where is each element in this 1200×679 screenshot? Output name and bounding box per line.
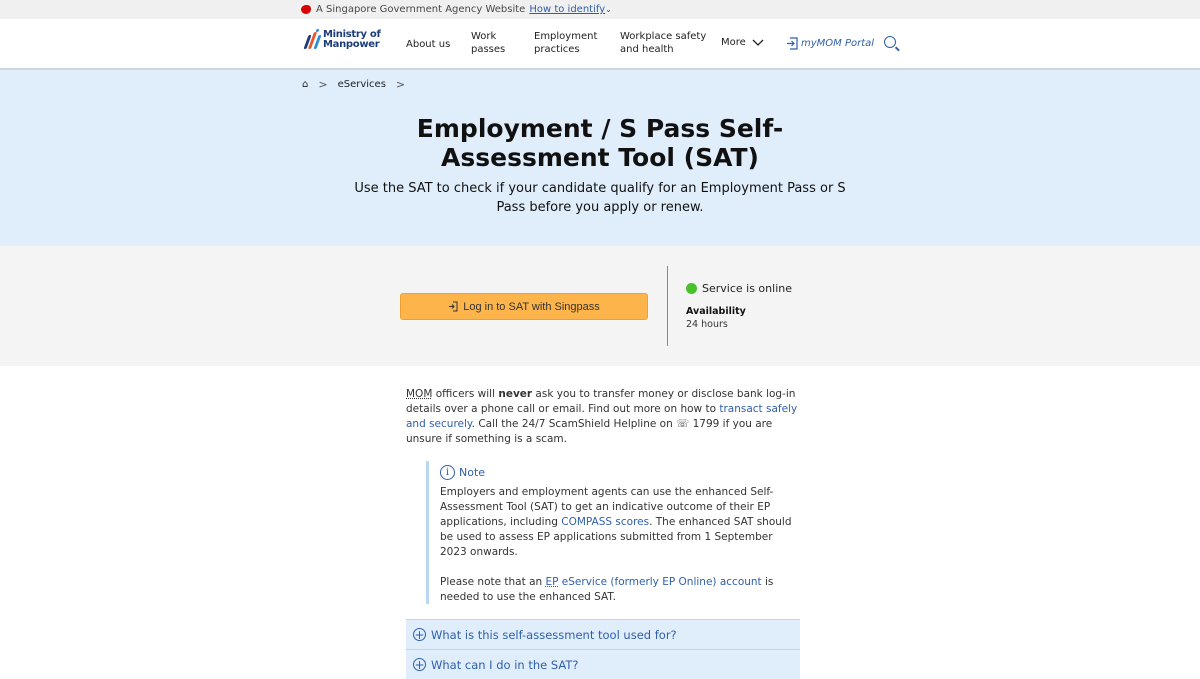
chevron-right-icon: >: [395, 78, 406, 91]
accordion-what-is-sat[interactable]: [406, 619, 800, 649]
nav-label: passes: [471, 44, 506, 55]
text: . The enhanced SAT should be used to assess EP applications submitted from 1 September 2023 onwards.: [440, 516, 792, 558]
availability-label: Availability: [686, 306, 746, 317]
home-icon[interactable]: ⌂: [302, 79, 309, 90]
nav-more[interactable]: [721, 36, 764, 49]
nav-work-passes[interactable]: [471, 30, 505, 56]
page-title: Employment / S Pass Self-Assessment Tool (SAT): [416, 114, 784, 172]
transact-safely-link[interactable]: transact safely and securely: [406, 403, 798, 430]
login-icon: [448, 301, 459, 312]
text: Please note that an: [440, 576, 546, 588]
login-label: Log in to SAT with Singpass: [463, 300, 600, 313]
mom-logo[interactable]: [305, 29, 381, 51]
logo-line1: Ministry of: [323, 29, 381, 40]
how-to-identify-link[interactable]: How to identify: [529, 4, 606, 15]
service-panel: [0, 246, 1200, 366]
availability-value: 24 hours: [686, 319, 728, 330]
gov-masthead: [0, 0, 1200, 19]
note-title: Note: [459, 466, 486, 479]
nav-label: Work: [471, 31, 497, 42]
nav-about-us[interactable]: About us: [406, 39, 451, 50]
text: Employers and employment agents can use the enhanced Self-Assessment Tool (SAT) to get an indicative outcome of their EP applications, including: [440, 486, 774, 528]
text: officers will: [432, 388, 499, 400]
divider: [667, 266, 668, 346]
chevron-down-icon: [752, 39, 764, 47]
singpass-login-button[interactable]: [400, 293, 648, 320]
text: is needed to use the enhanced SAT.: [440, 576, 774, 603]
breadcrumb-eservices[interactable]: eServices: [337, 79, 386, 90]
nav-label: Employment: [534, 31, 598, 42]
breadcrumb: [302, 78, 405, 91]
mymom-portal-link[interactable]: [786, 37, 874, 50]
page-subtitle: Use the SAT to check if your candidate qualify for an Employment Pass or S Pass before you apply or renew.: [354, 181, 846, 215]
note-callout: [426, 461, 796, 604]
mom-logo-icon: [305, 29, 320, 51]
nav-workplace-safety[interactable]: [620, 30, 706, 56]
nav-label: More: [721, 37, 746, 48]
mom-abbr: MOM: [406, 388, 433, 400]
status-text: Service is online: [702, 282, 792, 295]
text: ask you to transfer money or disclose bank log-in details over a phone call or email. Find out more on how to: [406, 388, 796, 415]
nav-label: and health: [620, 44, 674, 55]
logo-line2: Manpower: [323, 39, 380, 50]
nav-label: practices: [534, 44, 580, 55]
hero-banner: [0, 70, 1200, 246]
plus-circle-icon: +: [414, 627, 425, 642]
scam-notice: [406, 387, 801, 447]
text: if you are unsure if something is a scam.: [406, 418, 773, 445]
status-online-icon: [686, 283, 697, 294]
text: . Call the 24/7 ScamShield Helpline on: [471, 418, 677, 430]
accordion-label: What is this self-assessment tool used for?: [431, 627, 677, 642]
ep-eservice-link[interactable]: eService (formerly EP Online) account: [558, 576, 762, 588]
compass-scores-link[interactable]: COMPASS scores: [561, 516, 650, 528]
chevron-right-icon: >: [318, 78, 328, 91]
lion-head-icon: [301, 5, 311, 14]
accordion-label: What can I do in the SAT?: [431, 657, 579, 672]
never-bold: never: [498, 388, 533, 400]
ep-abbr[interactable]: EP: [545, 576, 559, 588]
info-icon: i: [440, 465, 455, 480]
phone-icon: ☏: [676, 418, 690, 430]
helpline-number: 1799: [692, 418, 720, 430]
plus-circle-icon: +: [414, 657, 425, 672]
mymom-portal-label: myMOM Portal: [801, 38, 875, 49]
nav-employment-practices[interactable]: [534, 30, 597, 56]
search-icon[interactable]: [884, 36, 896, 48]
site-header: [0, 19, 1200, 70]
masthead-text: A Singapore Government Agency Website: [316, 4, 526, 15]
service-status: [686, 282, 792, 295]
nav-label: Workplace safety: [620, 31, 707, 42]
chevron-down-icon: ⌄: [605, 5, 612, 14]
login-icon: [786, 37, 798, 50]
